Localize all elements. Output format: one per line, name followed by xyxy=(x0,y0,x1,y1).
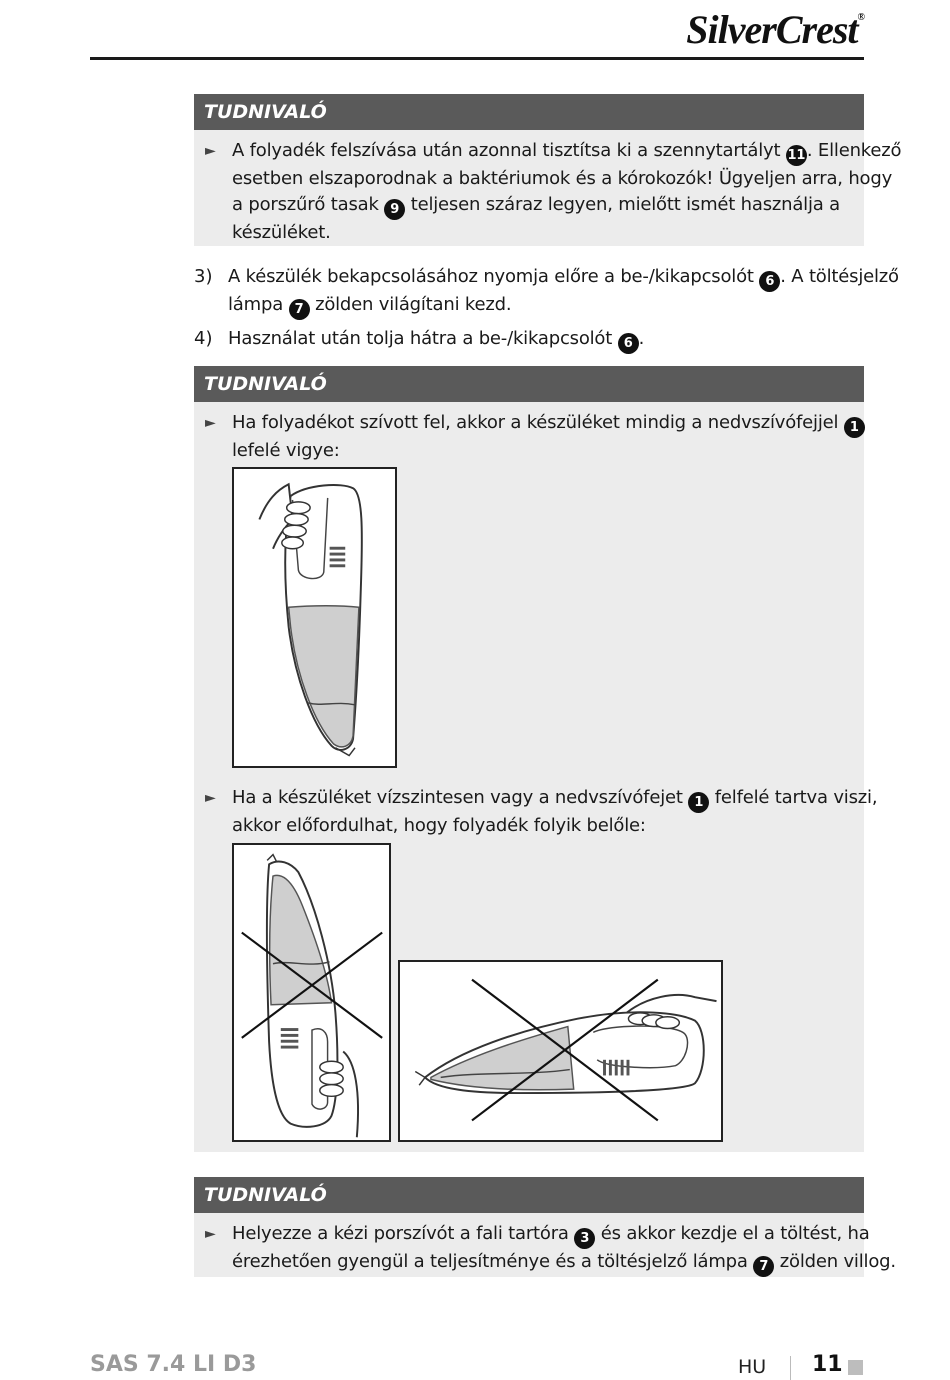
note-bullet-text xyxy=(232,138,902,246)
text-line: Használat után tolja hátra a be-/kikapcsolót 6 . xyxy=(228,326,868,354)
text-line: Ha folyadékot szívott fel, akkor a készüléket mindig a nedvszívófejjel 1 xyxy=(232,410,860,438)
note-bullet-text xyxy=(232,785,878,839)
illustration-vacuum-nozzle-up xyxy=(232,843,391,1142)
reference-number-badge: 7 xyxy=(753,1256,774,1277)
bullet-arrow-icon: ► xyxy=(205,1226,216,1242)
text-line: a porszűrő tasak 9 teljesen száraz legyen, mielőtt ismét használja a xyxy=(232,192,860,220)
text-line: akkor előfordulhat, hogy folyadék folyik belőle: xyxy=(232,815,646,836)
reference-number-badge: 7 xyxy=(289,299,310,320)
reference-number-badge: 1 xyxy=(844,417,865,438)
header-rule xyxy=(90,57,864,60)
bullet-arrow-icon: ► xyxy=(205,143,216,159)
text-line: lámpa 7 zölden világítani kezd. xyxy=(228,292,868,320)
brand-name: SilverCrest xyxy=(686,7,858,52)
text-line: érezhetően gyengül a teljesítménye és a töltésjelző lámpa 7 zölden villog. xyxy=(232,1249,860,1277)
footer-separator xyxy=(790,1356,791,1380)
illustration-vacuum-nozzle-down xyxy=(232,467,397,768)
registered-mark: ® xyxy=(857,12,864,23)
reference-number-badge: 6 xyxy=(618,333,639,354)
text-line: készüléket. xyxy=(232,222,331,243)
reference-number-badge: 11 xyxy=(786,145,807,166)
reference-number-badge: 9 xyxy=(384,199,405,220)
step-text xyxy=(228,264,899,320)
text-line: lefelé vigye: xyxy=(232,440,340,461)
text-line: A készülék bekapcsolásához nyomja előre a be-/kikapcsolót 6 . A töltésjelző xyxy=(228,264,868,292)
note-bullet-text xyxy=(232,1221,896,1277)
reference-number-badge: 1 xyxy=(688,792,709,813)
note-title: TUDNIVALÓ xyxy=(194,94,864,130)
reference-number-badge: 6 xyxy=(759,271,780,292)
step-text xyxy=(228,326,868,354)
footer-language: HU xyxy=(738,1356,767,1378)
step-number: 4) xyxy=(194,328,213,349)
footer-model: SAS 7.4 LI D3 xyxy=(90,1352,257,1377)
text-line: Ha a készüléket vízszintesen vagy a nedvszívófejet 1 felfelé tartva viszi, xyxy=(232,785,860,813)
bullet-arrow-icon: ► xyxy=(205,790,216,806)
page-number: 11 xyxy=(812,1352,843,1377)
footer-square-mark xyxy=(848,1360,863,1375)
reference-number-badge: 3 xyxy=(574,1228,595,1249)
step-number: 3) xyxy=(194,266,213,287)
note-title: TUDNIVALÓ xyxy=(194,1177,864,1213)
bullet-arrow-icon: ► xyxy=(205,415,216,431)
text-line: esetben elszaporodnak a baktériumok és a kórokozók! Ügyeljen arra, hogy xyxy=(232,168,893,189)
text-line: A folyadék felszívása után azonnal tisztítsa ki a szennytartályt 11. Ellenkező xyxy=(232,138,860,166)
text-line: Helyezze a kézi porszívót a fali tartóra 3 és akkor kezdje el a töltést, ha xyxy=(232,1221,860,1249)
brand-logo xyxy=(686,6,864,53)
note-bullet-text xyxy=(232,410,860,464)
note-title: TUDNIVALÓ xyxy=(194,366,864,402)
illustration-vacuum-horizontal xyxy=(398,960,723,1142)
